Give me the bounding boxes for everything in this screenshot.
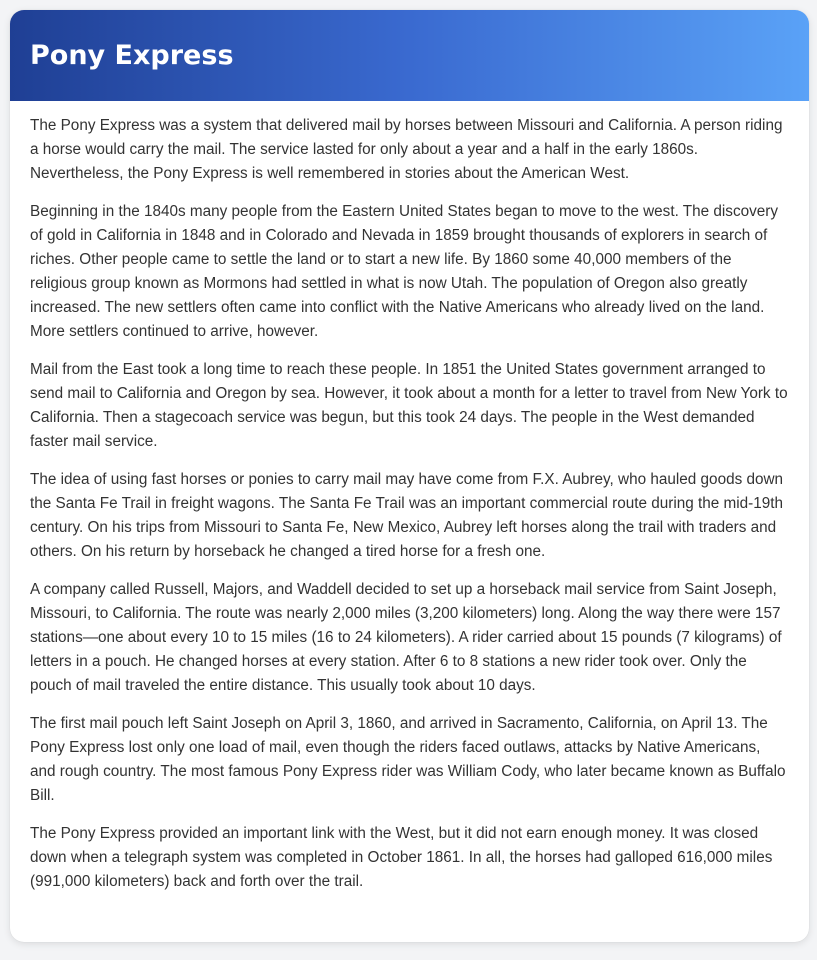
article-body — [10, 101, 809, 894]
paragraph-1: The Pony Express was a system that delivered mail by horses between Missouri and California. A person riding a horse would carry the mail. The service lasted for only about a year and a half in the early 1860s. Nevertheless, the Pony Express is well remembered in stories about the American West. — [30, 117, 783, 182]
paragraph-6: The first mail pouch left Saint Joseph on April 3, 1860, and arrived in Sacramento, California, on April 13. The Pony Express lost only one load of mail, even though the riders faced outlaws, attacks by Native Americans, and rough country. The most famous Pony Express rider was William Cody, who later became known as Buffalo Bill. — [30, 715, 786, 804]
paragraph-5: A company called Russell, Majors, and Waddell decided to set up a horseback mail service from Saint Joseph, Missouri, to California. The route was nearly 2,000 miles (3,200 kilometers) long. Along the way there were 157 stations—one about every 10 to 15 miles (16 to 24 kilometers). A rider carried about 15 pounds (7 kilograms) of letters in a pouch. He changed horses at every station. After 6 to 8 stations a new rider took over. Only the pouch of mail traveled the entire distance. This usually took about 10 days. — [30, 581, 782, 694]
article-card — [10, 10, 809, 942]
article-title: Pony Express — [30, 40, 234, 71]
article-header — [10, 10, 809, 101]
paragraph-2: Beginning in the 1840s many people from the Eastern United States began to move to the west. The discovery of gold in California in 1848 and in Colorado and Nevada in 1859 brought thousands of explorers in search of riches. Other people came to settle the land or to start a new life. By 1860 some 40,000 members of the religious group known as Mormons had settled in what is now Utah. The population of Oregon also greatly increased. The new settlers often came into conflict with the Native Americans who already lived on the land. More settlers continued to arrive, however. — [30, 203, 779, 340]
paragraph-4: The idea of using fast horses or ponies to carry mail may have come from F.X. Aubrey, who hauled goods down the Santa Fe Trail in freight wagons. The Santa Fe Trail was an important commercial route during the mid-19th century. On his trips from Missouri to Santa Fe, New Mexico, Aubrey left horses along the trail with traders and others. On his return by horseback he changed a tired horse for a fresh one. — [30, 471, 784, 560]
paragraph-7: The Pony Express provided an important link with the West, but it did not earn enough money. It was closed down when a telegraph system was completed in October 1861. In all, the horses had galloped 616,000 miles (991,000 kilometers) back and forth over the trail. — [30, 825, 773, 890]
paragraph-3: Mail from the East took a long time to reach these people. In 1851 the United States government arranged to send mail to California and Oregon by sea. However, it took about a month for a letter to travel from New York to California. Then a stagecoach service was begun, but this took 24 days. The people in the West demanded faster mail service. — [30, 361, 788, 450]
